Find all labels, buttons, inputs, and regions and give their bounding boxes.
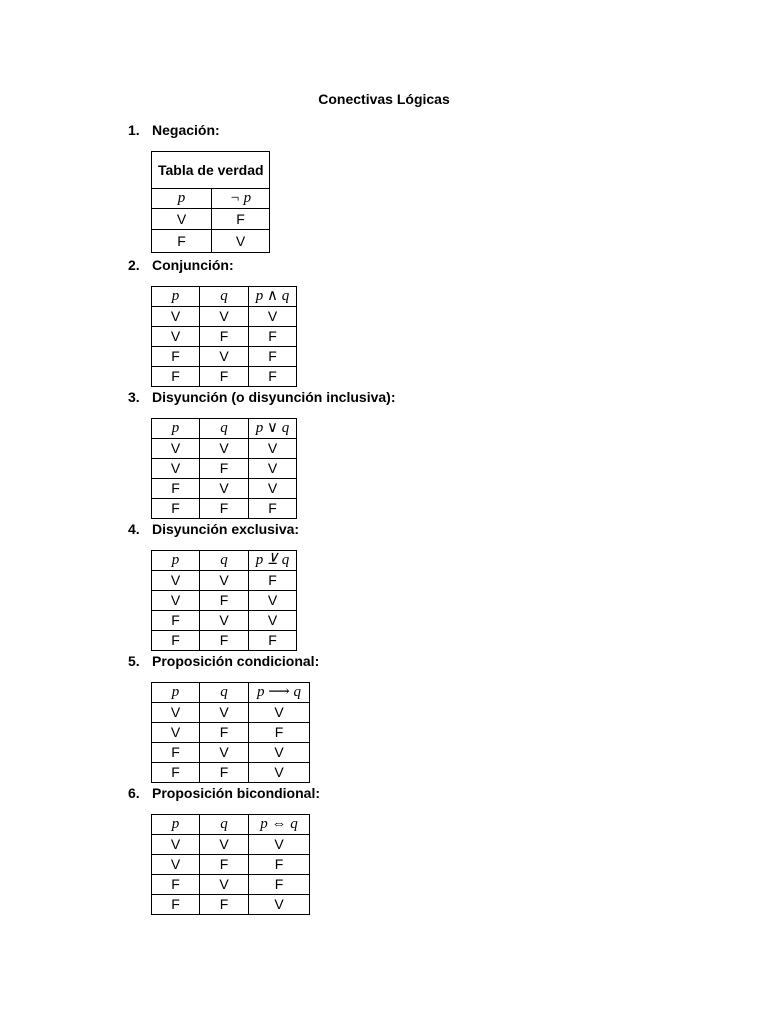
column-header: p <box>152 287 200 307</box>
truth-table-disyuncion-exclusiva <box>151 550 297 651</box>
column-header: q <box>200 419 249 439</box>
table-header-row <box>152 419 297 439</box>
column-header: q <box>200 683 249 703</box>
table-cell: V <box>200 835 249 855</box>
section-heading-condicional <box>128 653 319 669</box>
table-cell: F <box>152 499 200 519</box>
table-header-row <box>152 551 297 571</box>
section-heading-negacion <box>128 122 220 138</box>
section-title: Proposición bicondional: <box>152 785 320 801</box>
table-cell: F <box>249 631 297 651</box>
table-row <box>152 875 310 895</box>
table-caption: Tabla de verdad <box>152 152 270 189</box>
section-heading-disyuncion-exclusiva <box>128 521 299 537</box>
section-title: Conjunción: <box>152 257 234 273</box>
truth-table-conjuncion <box>151 286 297 387</box>
table-row <box>152 209 270 230</box>
table-cell: V <box>152 439 200 459</box>
table-cell: F <box>200 895 249 915</box>
table-cell: F <box>249 855 310 875</box>
table-row <box>152 459 297 479</box>
table-cell: F <box>200 591 249 611</box>
table-cell: F <box>200 855 249 875</box>
column-header: p <box>152 189 212 209</box>
table-cell: F <box>152 875 200 895</box>
table-cell: V <box>152 209 212 230</box>
truth-table-bicondicional <box>151 814 310 915</box>
table-row <box>152 367 297 387</box>
section-title: Negación: <box>152 122 220 138</box>
column-header: p ∧ q <box>249 287 297 307</box>
table-cell: F <box>152 631 200 651</box>
truth-table-negacion <box>151 151 270 253</box>
table-header-row <box>152 683 310 703</box>
table-row <box>152 479 297 499</box>
table-cell: V <box>249 743 310 763</box>
table-row <box>152 855 310 875</box>
table-cell: F <box>200 723 249 743</box>
table-cell: V <box>200 479 249 499</box>
section-heading-bicondicional <box>128 785 320 801</box>
section-title: Disyunción (o disyunción inclusiva): <box>152 389 396 405</box>
table-cell: V <box>152 307 200 327</box>
table-row <box>152 835 310 855</box>
table-header-row <box>152 815 310 835</box>
table-cell: F <box>212 209 270 230</box>
table-cell: V <box>200 703 249 723</box>
table-row <box>152 439 297 459</box>
table-cell: V <box>152 855 200 875</box>
table-row <box>152 611 297 631</box>
table-cell: F <box>200 327 249 347</box>
table-cell: V <box>249 763 310 783</box>
column-header: ¬ p <box>212 189 270 209</box>
section-number: 4. <box>128 521 140 537</box>
page-title: Conectivas Lógicas <box>318 91 450 107</box>
section-title: Disyunción exclusiva: <box>152 521 300 537</box>
table-cell: F <box>152 347 200 367</box>
table-cell: F <box>152 611 200 631</box>
table-cell: F <box>249 367 297 387</box>
table-cell: V <box>249 703 310 723</box>
column-header: p <box>152 815 200 835</box>
table-row <box>152 327 297 347</box>
column-header: q <box>200 287 249 307</box>
table-row <box>152 347 297 367</box>
table-cell: F <box>249 875 310 895</box>
column-header: p ∨ q <box>249 419 297 439</box>
column-header: p <box>152 419 200 439</box>
table-cell: V <box>249 459 297 479</box>
table-cell: F <box>152 743 200 763</box>
column-header: p ⊻ q <box>249 551 297 571</box>
table-cell: V <box>200 439 249 459</box>
table-cell: V <box>200 347 249 367</box>
table-row <box>152 591 297 611</box>
section-heading-conjuncion <box>128 257 234 273</box>
column-header: q <box>200 815 249 835</box>
table-header-row <box>152 189 270 209</box>
section-number: 2. <box>128 257 140 273</box>
table-cell: V <box>152 591 200 611</box>
table-cell: F <box>200 459 249 479</box>
table-cell: V <box>200 875 249 895</box>
table-cell: V <box>200 611 249 631</box>
section-number: 1. <box>128 122 140 138</box>
table-cell: V <box>152 723 200 743</box>
table-cell: F <box>200 499 249 519</box>
table-cell: V <box>200 743 249 763</box>
section-number: 3. <box>128 389 140 405</box>
table-row <box>152 499 297 519</box>
table-row <box>152 703 310 723</box>
table-cell: F <box>200 763 249 783</box>
table-cell: F <box>152 230 212 253</box>
table-cell: F <box>249 347 297 367</box>
table-cell: F <box>152 895 200 915</box>
table-cell: F <box>152 479 200 499</box>
column-header: p <box>152 683 200 703</box>
column-header: p ⟶ q <box>249 683 310 703</box>
table-caption-row <box>152 152 270 189</box>
table-row <box>152 743 310 763</box>
table-cell: F <box>200 367 249 387</box>
table-cell: V <box>200 571 249 591</box>
table-cell: V <box>200 307 249 327</box>
table-cell: F <box>249 499 297 519</box>
truth-table-disyuncion <box>151 418 297 519</box>
table-row <box>152 631 297 651</box>
table-cell: V <box>249 611 297 631</box>
table-header-row <box>152 287 297 307</box>
table-cell: V <box>249 307 297 327</box>
table-row <box>152 763 310 783</box>
table-row <box>152 895 310 915</box>
table-cell: F <box>249 723 310 743</box>
table-cell: V <box>152 835 200 855</box>
column-header: p <box>152 551 200 571</box>
table-cell: V <box>249 835 310 855</box>
truth-table-condicional <box>151 682 310 783</box>
column-header: p ⇔ q <box>249 815 310 835</box>
table-cell: F <box>152 367 200 387</box>
table-cell: V <box>249 439 297 459</box>
table-cell: V <box>212 230 270 253</box>
table-cell: V <box>249 895 310 915</box>
table-cell: F <box>249 571 297 591</box>
section-heading-disyuncion <box>128 389 395 405</box>
table-cell: V <box>249 591 297 611</box>
table-cell: V <box>152 703 200 723</box>
section-number: 6. <box>128 785 140 801</box>
table-cell: V <box>249 479 297 499</box>
table-cell: V <box>152 459 200 479</box>
section-title: Proposición condicional: <box>152 653 320 669</box>
table-cell: F <box>249 327 297 347</box>
table-cell: V <box>152 327 200 347</box>
column-header: q <box>200 551 249 571</box>
table-row <box>152 230 270 253</box>
table-cell: F <box>200 631 249 651</box>
section-number: 5. <box>128 653 140 669</box>
table-cell: V <box>152 571 200 591</box>
table-row <box>152 307 297 327</box>
table-row <box>152 571 297 591</box>
table-row <box>152 723 310 743</box>
table-cell: F <box>152 763 200 783</box>
